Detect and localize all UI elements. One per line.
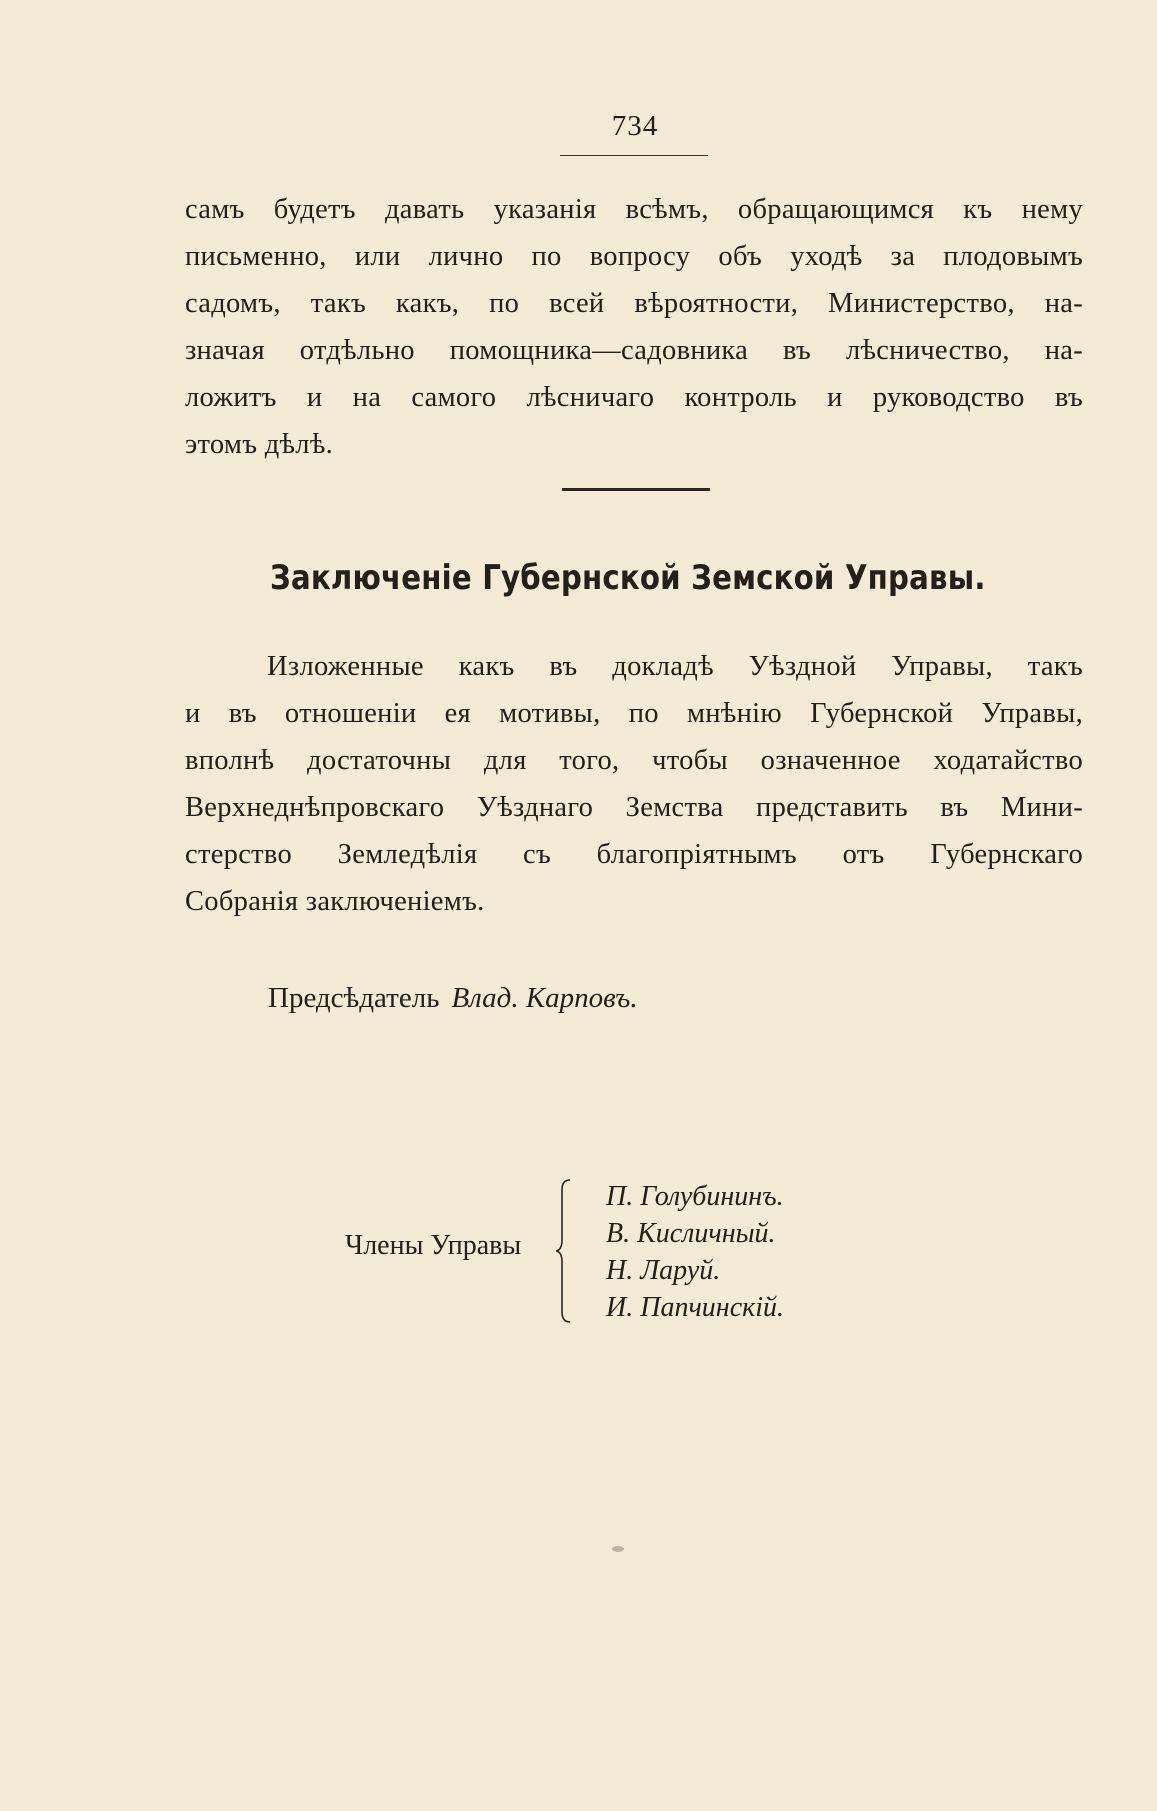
paragraph-line: Верхнеднѣпровскаго Уѣзднаго Земства представить въ Мини- (185, 792, 1083, 823)
paragraph-line: ложитъ и на самого лѣсничаго контроль и руководство въ (185, 382, 1083, 413)
section-heading: Заключеніе Губернской Земской Управы. (270, 558, 986, 598)
page-number: 734 (611, 110, 659, 142)
chairman-signature (268, 982, 638, 1015)
member-name: Н. Ларуй. (606, 1255, 721, 1286)
paper-stain (612, 1546, 624, 1552)
members-label: Члены Управы (345, 1230, 522, 1261)
member-name: П. Голубининъ. (606, 1181, 784, 1212)
chairman-name: Влад. Карповъ. (451, 982, 638, 1014)
paragraph-line: значая отдѣльно помощника—садовника въ лѣсничество, на- (185, 335, 1083, 366)
members-list (606, 1178, 784, 1326)
paragraph-line: Изложенные какъ въ докладѣ Уѣздной Управы, такъ (267, 651, 1083, 682)
paragraph-line: стерство Земледѣлія съ благопріятнымъ отъ Губернскаго (185, 839, 1083, 870)
paragraph-line: Собранія заключеніемъ. (185, 886, 485, 917)
section-divider (562, 488, 710, 491)
paragraph-line: письменно, или лично по вопросу объ уходѣ за плодовымъ (185, 241, 1083, 272)
paragraph-conclusion (185, 643, 1083, 925)
member-name: В. Кисличный. (606, 1218, 776, 1249)
paragraph-line: и въ отношеніи ея мотивы, по мнѣнію Губернской Управы, (185, 698, 1083, 729)
curly-brace-icon (556, 1178, 576, 1324)
page-number-rule (560, 155, 708, 156)
paragraph-continuation (185, 186, 1083, 468)
paragraph-line: самъ будетъ давать указанія всѣмъ, обращающимся къ нему (185, 194, 1083, 225)
paragraph-line: садомъ, такъ какъ, по всей вѣроятности, Министерство, на- (185, 288, 1083, 319)
paragraph-line: вполнѣ достаточны для того, чтобы означенное ходатайство (185, 745, 1083, 776)
member-name: И. Папчинскій. (606, 1292, 784, 1323)
chairman-title: Предсѣдатель (268, 982, 440, 1014)
paragraph-line: этомъ дѣлѣ. (185, 429, 334, 460)
